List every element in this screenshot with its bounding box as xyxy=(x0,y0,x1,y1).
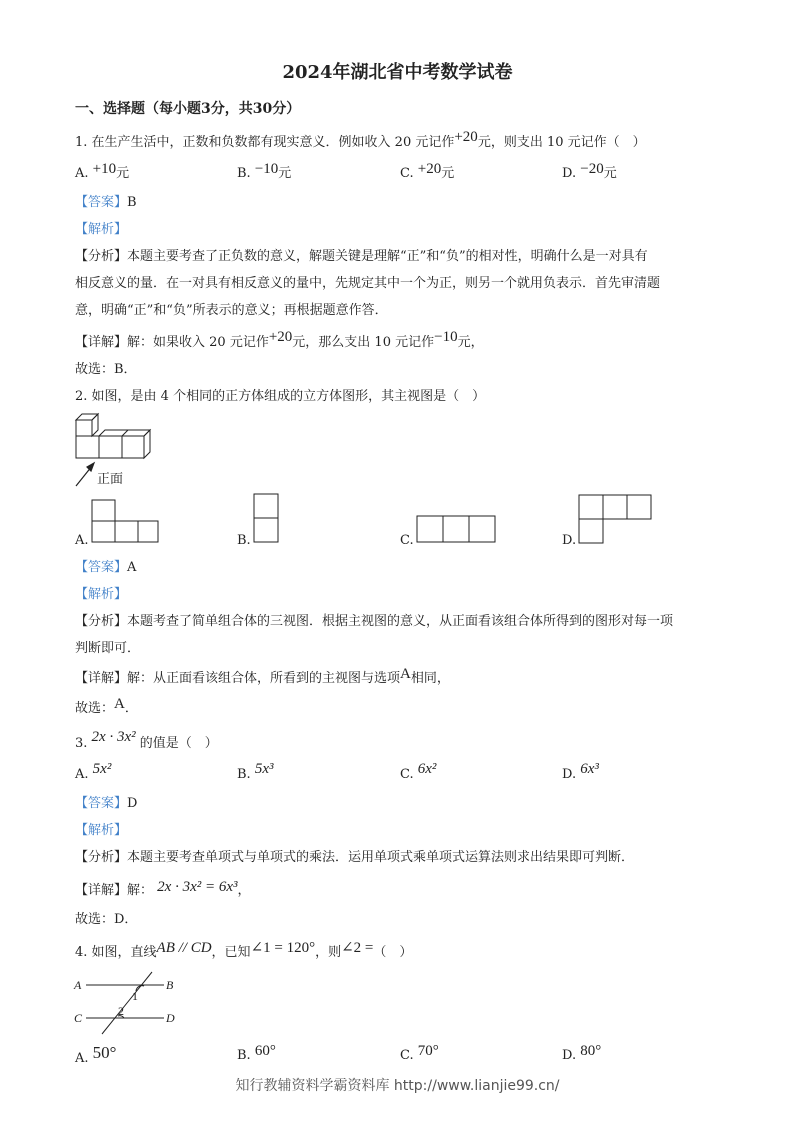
label-a: A xyxy=(74,978,82,992)
q3-option-a: A. 5x² xyxy=(75,761,112,782)
q2-fenxi-line1: 【分析】本题考查了简单组合体的三视图．根据主视图的意义，从正面看该组合体所得到的图形对每一项 xyxy=(75,614,674,629)
q3-fenxi: 【分析】本题主要考查单项式与单项式的乘法．运用单项式乘单项式运算法则求出结果即可判断． xyxy=(75,850,635,865)
q2-stem: 2. 如图，是由 4 个相同的正方体组成的立方体图形，其主视图是（ ） xyxy=(75,389,486,404)
q1-fenxi-line1: 【分析】本题主要考查了正负数的意义，解题关键是理解“正”和“负”的相对性，明确什么是一对具有 xyxy=(75,249,648,264)
q2-option-b-label: B. xyxy=(237,533,251,548)
q4-option-d: D. 80° xyxy=(562,1043,602,1063)
q2-answer: 【答案】A xyxy=(75,560,137,575)
q3-option-c: C. 6x² xyxy=(400,761,437,782)
q2-detail: 【详解】解：从正面看该组合体，所看到的主视图与选项A相同， xyxy=(75,666,450,686)
q2-option-c-label: C. xyxy=(400,533,414,548)
q1-stem-text-a: 1. 在生产生活中，正数和负数都有现实意义．例如收入 20 元记作 xyxy=(75,135,455,150)
label-angle-2: 2 xyxy=(118,1004,124,1018)
q2-option-c-figure xyxy=(415,514,497,544)
q3-option-b: B. 5x³ xyxy=(237,761,274,782)
q2-front-label: 正面 xyxy=(97,472,124,487)
q3-answer: 【答案】D xyxy=(75,796,138,811)
q1-option-a: A. +10元 xyxy=(75,161,130,181)
footer-watermark: 知行教辅资料学霸资料库 http://www.lianjie99.cn/ xyxy=(235,1078,560,1094)
q3-choose: 故选：D． xyxy=(75,912,138,927)
section-heading: 一、选择题（每小题3分，共30分） xyxy=(75,101,301,117)
q2-analysis-label: 【解析】 xyxy=(75,587,128,602)
q3-detail: 【详解】解： 2x · 3x² = 6x³， xyxy=(75,879,251,898)
q2-option-b-figure xyxy=(252,492,282,544)
label-d: D xyxy=(166,1011,175,1025)
q1-answer: 【答案】B xyxy=(75,195,137,210)
q4-parallel-lines-figure xyxy=(74,970,184,1040)
q1-fenxi-line2: 相反意义的量．在一对具有相反意义的量中，先规定其中一个为正，则另一个就用负表示．首先审清题 xyxy=(75,276,661,291)
q2-option-a-figure xyxy=(90,498,160,544)
q1-choose: 故选：B． xyxy=(75,362,137,377)
q1-option-d: D. −20元 xyxy=(562,161,617,181)
q1-stem-math: +20 xyxy=(454,129,478,145)
q3-analysis-label: 【解析】 xyxy=(75,823,128,838)
q1-stem xyxy=(75,131,646,151)
q2-fenxi-line2: 判断即可． xyxy=(75,641,141,656)
q1-fenxi-line3: 意，明确“正”和“负”所表示的意义；再根据题意作答． xyxy=(75,303,388,318)
q4-option-c: C. 70° xyxy=(400,1043,439,1063)
q1-analysis-label: 【解析】 xyxy=(75,222,128,237)
label-angle-1: 1 xyxy=(132,989,138,1003)
q4-stem: 4. 如图，直线AB // CD，已知∠1 = 120°，则∠2 =（ ） xyxy=(75,940,413,960)
q3-stem: 3. 2x · 3x² 的值是（ ） xyxy=(75,729,218,751)
label-c: C xyxy=(74,1011,83,1025)
q1-option-c: C. +20元 xyxy=(400,161,455,181)
label-b: B xyxy=(166,978,174,992)
transversal xyxy=(102,972,152,1034)
q4-option-b: B. 60° xyxy=(237,1043,276,1063)
q3-option-d: D. 6x³ xyxy=(562,761,599,782)
q1-detail: 【详解】解：如果收入 20 元记作+20元，那么支出 10 元记作−10元， xyxy=(75,329,484,350)
page-title: 2024年湖北省中考数学试卷 xyxy=(282,62,513,83)
q2-choose: 故选：A． xyxy=(75,696,138,716)
q1-option-b: B. −10元 xyxy=(237,161,292,181)
q2-option-d-label: D. xyxy=(562,533,577,548)
q2-option-a-label: A. xyxy=(75,533,89,548)
q4-option-a: A. 50° xyxy=(75,1043,117,1066)
q2-option-d-figure xyxy=(577,493,655,545)
q1-stem-text-b: 元，则支出 10 元记作（ ） xyxy=(477,135,646,150)
